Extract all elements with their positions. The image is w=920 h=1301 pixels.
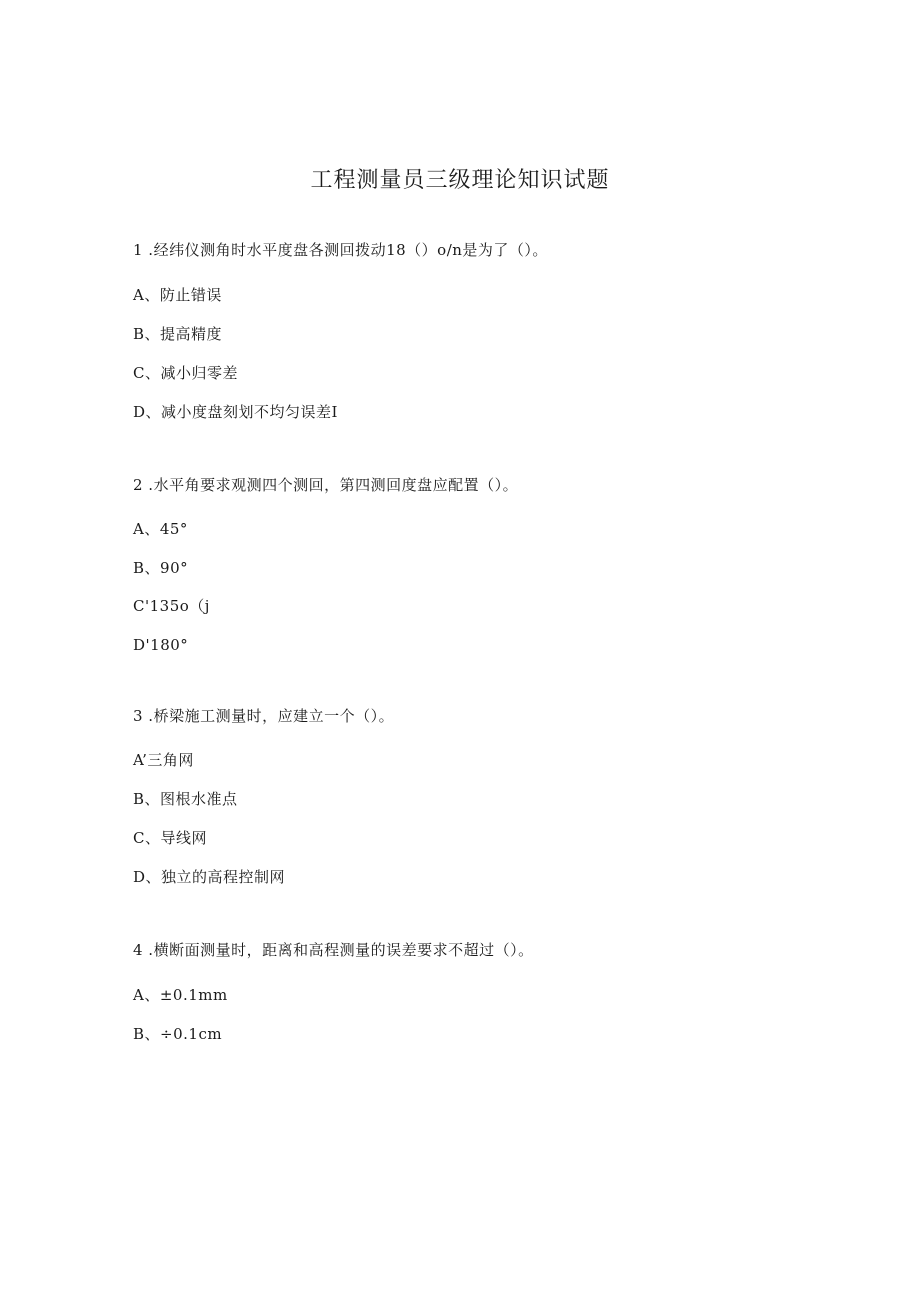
question-1-option-d: D、减小度盘刻划不均匀误差I xyxy=(133,403,338,421)
question-4-option-a: A、±0.1mm xyxy=(133,986,228,1004)
question-4-stem: 4 .横断面测量时，距离和高程测量的误差要求不超过（）。 xyxy=(133,941,534,959)
question-3-option-a: A’三角网 xyxy=(133,751,194,769)
question-3-option-b: B、图根水准点 xyxy=(133,790,238,808)
question-2-stem: 2 .水平角要求观测四个测回，第四测回度盘应配置（）。 xyxy=(133,476,519,494)
question-1-stem: 1 .经纬仪测角时水平度盘各测回拨动18（）o/n是为了（）。 xyxy=(133,241,548,259)
document-title: 工程测量员三级理论知识试题 xyxy=(310,168,610,193)
question-1-option-c: C、减小归零差 xyxy=(133,364,238,382)
question-2-option-b: B、90° xyxy=(133,559,189,577)
question-2-option-a: A、45° xyxy=(133,520,188,538)
question-2-option-c: C'135o（j xyxy=(133,597,210,615)
question-1-option-b: B、提高精度 xyxy=(133,325,223,343)
question-3-option-c: C、导线网 xyxy=(133,829,207,847)
question-4-option-b: B、÷0.1cm xyxy=(133,1025,223,1043)
question-3-option-d: D、独立的高程控制网 xyxy=(133,868,286,886)
question-1-option-a: A、防止错误 xyxy=(133,286,222,304)
question-3-stem: 3 .桥梁施工测量时，应建立一个（）。 xyxy=(133,707,395,725)
question-2-option-d: D'180° xyxy=(133,636,189,654)
